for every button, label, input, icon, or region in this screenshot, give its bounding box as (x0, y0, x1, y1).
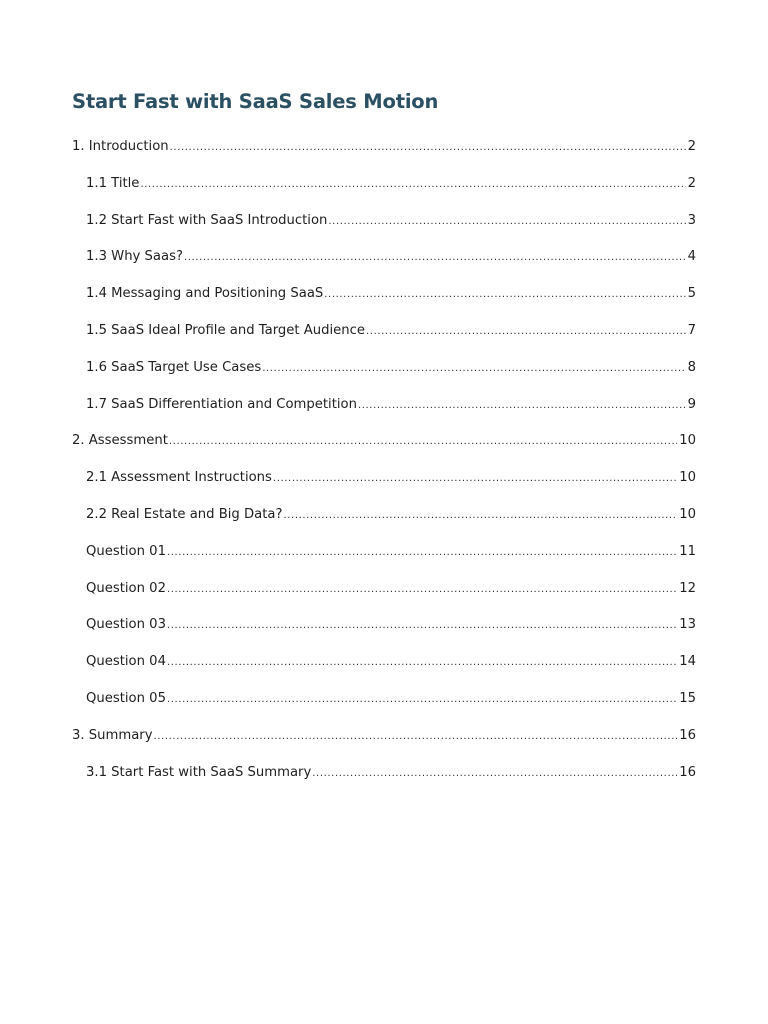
toc-entry-label: 1.3 Why Saas? (86, 249, 183, 265)
toc-entry-messaging-positioning[interactable] (72, 286, 696, 323)
toc-entry-label: 1.1 Title (86, 175, 140, 191)
toc-entry-label: 1.6 SaaS Target Use Cases (86, 359, 262, 375)
toc-entry-question-02[interactable] (72, 581, 696, 618)
toc-entry-label: 1.5 SaaS Ideal Profile and Target Audience (86, 322, 366, 338)
toc-leader-dots (261, 363, 685, 374)
toc-leader-dots (166, 547, 677, 558)
toc-page-number: 10 (679, 506, 696, 522)
toc-page-number: 2 (687, 175, 696, 191)
toc-entry-target-use-cases[interactable] (72, 360, 696, 397)
toc-leader-dots (139, 179, 685, 190)
toc-entry-summary[interactable] (72, 728, 696, 765)
toc-leader-dots (323, 289, 685, 300)
toc-entry-introduction[interactable] (72, 139, 696, 176)
toc-leader-dots (272, 473, 677, 484)
toc-entry-label: 2. Assessment (72, 433, 168, 449)
toc-entry-title[interactable] (72, 176, 696, 213)
toc-entry-label: Question 02 (86, 580, 166, 596)
toc-leader-dots (357, 400, 686, 411)
toc-entry-label: Question 03 (86, 617, 166, 633)
toc-entry-label: 1.2 Start Fast with SaaS Introduction (86, 212, 328, 228)
toc-page-number: 10 (679, 433, 696, 449)
toc-page-number: 4 (687, 249, 696, 265)
toc-entry-why-saas[interactable] (72, 249, 696, 286)
toc-page-number: 10 (679, 470, 696, 486)
toc-entry-label: 1. Introduction (72, 139, 169, 154)
toc-entry-label: 3.1 Start Fast with SaaS Summary (86, 764, 312, 780)
toc-entry-label: 2.2 Real Estate and Big Data? (86, 506, 283, 522)
toc-leader-dots (168, 436, 677, 447)
toc-page-number: 15 (679, 690, 696, 706)
toc-page-number: 7 (687, 322, 696, 338)
toc-entry-label: 1.7 SaaS Differentiation and Competition (86, 396, 357, 412)
toc-page-number: 5 (687, 286, 696, 302)
toc-leader-dots (166, 620, 677, 631)
toc-leader-dots (166, 657, 677, 668)
toc-leader-dots (183, 252, 686, 263)
toc-entry-question-05[interactable] (72, 691, 696, 728)
toc-leader-dots (365, 326, 686, 337)
toc-entry-assessment[interactable] (72, 433, 696, 470)
toc-entry-label: 1.4 Messaging and Positioning SaaS (86, 286, 324, 302)
table-of-contents (72, 139, 696, 801)
toc-page-number: 2 (687, 139, 696, 154)
toc-page-number: 16 (679, 727, 696, 743)
toc-page-number: 11 (679, 543, 696, 559)
toc-leader-dots (311, 768, 677, 779)
toc-entry-question-03[interactable] (72, 617, 696, 654)
toc-entry-question-01[interactable] (72, 544, 696, 581)
toc-leader-dots (327, 216, 685, 227)
toc-leader-dots (282, 510, 677, 521)
toc-leader-dots (153, 731, 678, 742)
toc-entry-saas-introduction[interactable] (72, 213, 696, 250)
toc-leader-dots (166, 694, 677, 705)
toc-leader-dots (169, 142, 686, 153)
toc-entry-label: Question 01 (86, 543, 166, 559)
toc-entry-question-04[interactable] (72, 654, 696, 691)
toc-entry-saas-summary[interactable] (72, 765, 696, 802)
toc-page-number: 3 (687, 212, 696, 228)
toc-page-number: 14 (679, 654, 696, 670)
toc-page-number: 8 (687, 359, 696, 375)
toc-entry-label: Question 04 (86, 654, 166, 670)
toc-entry-label: 2.1 Assessment Instructions (86, 470, 272, 486)
toc-leader-dots (166, 584, 677, 595)
toc-entry-label: Question 05 (86, 690, 166, 706)
toc-page-number: 9 (687, 396, 696, 412)
toc-page-number: 16 (679, 764, 696, 780)
toc-entry-differentiation[interactable] (72, 397, 696, 434)
toc-page-number: 13 (679, 617, 696, 633)
toc-page-number: 12 (679, 580, 696, 596)
toc-entry-real-estate-big-data[interactable] (72, 507, 696, 544)
toc-entry-label: 3. Summary (72, 727, 153, 743)
document-title: Start Fast with SaaS Sales Motion (72, 90, 439, 113)
toc-entry-assessment-instructions[interactable] (72, 470, 696, 507)
toc-entry-ideal-profile[interactable] (72, 323, 696, 360)
